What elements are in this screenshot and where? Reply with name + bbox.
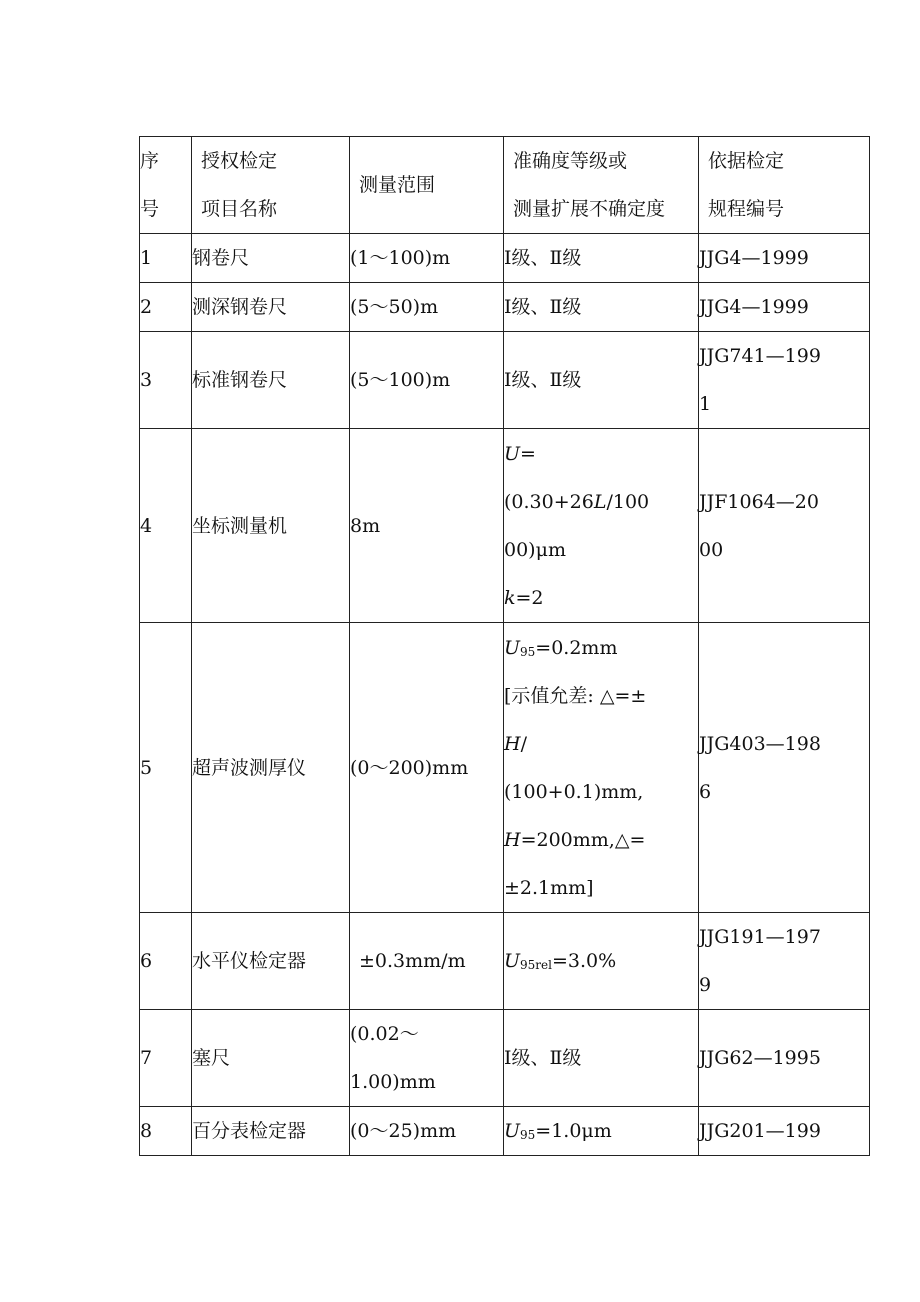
- row-item-name: 超声波测厚仪: [192, 623, 350, 913]
- table-row: [140, 913, 870, 1010]
- header-accuracy: 准确度等级或 测量扩展不确定度: [504, 137, 699, 234]
- row-range: (5～50)m: [350, 283, 504, 332]
- row-seq: 5: [140, 623, 192, 913]
- row-regulation: JJG4—1999: [699, 283, 870, 332]
- row-accuracy: U= (0.30+26L/100 00)μm k=2: [504, 429, 699, 623]
- row-regulation: JJG4—1999: [699, 234, 870, 283]
- header-seq: 序 号: [140, 137, 192, 234]
- table-row: [140, 332, 870, 429]
- row-regulation: JJG201—199: [699, 1107, 870, 1156]
- header-range: 测量范围: [350, 137, 504, 234]
- header-item-name: 授权检定 项目名称: [192, 137, 350, 234]
- row-seq: 2: [140, 283, 192, 332]
- table-header-row: [140, 137, 870, 234]
- row-range: ±0.3mm/m: [350, 913, 504, 1010]
- table-row: [140, 429, 870, 623]
- row-item-name: 钢卷尺: [192, 234, 350, 283]
- calibration-items-table: [139, 136, 870, 1156]
- row-accuracy: Ⅰ级、Ⅱ级: [504, 332, 699, 429]
- row-seq: 7: [140, 1010, 192, 1107]
- row-seq: 6: [140, 913, 192, 1010]
- row-seq: 4: [140, 429, 192, 623]
- row-item-name: 塞尺: [192, 1010, 350, 1107]
- header-regulation: 依据检定 规程编号: [699, 137, 870, 234]
- row-accuracy: Ⅰ级、Ⅱ级: [504, 283, 699, 332]
- row-range: (1～100)m: [350, 234, 504, 283]
- table-row: [140, 623, 870, 913]
- row-accuracy: $U_{95rel}=3.0\%$: [504, 913, 699, 1010]
- row-item-name: 测深钢卷尺: [192, 283, 350, 332]
- row-seq: 3: [140, 332, 192, 429]
- row-accuracy: $U_{95}=0.2mm$ [示值允差: △=± H/ (100+0.1)mm, H=200mm,△= ±2.1mm]: [504, 623, 699, 913]
- row-regulation: JJG403—198 6: [699, 623, 870, 913]
- row-seq: 1: [140, 234, 192, 283]
- row-regulation: JJG191—197 9: [699, 913, 870, 1010]
- row-range: 8m: [350, 429, 504, 623]
- table-row: [140, 234, 870, 283]
- row-regulation: JJF1064—20 00: [699, 429, 870, 623]
- row-range: (5～100)m: [350, 332, 504, 429]
- table-row: [140, 1010, 870, 1107]
- row-range: (0～200)mm: [350, 623, 504, 913]
- row-range: (0.02～ 1.00)mm: [350, 1010, 504, 1107]
- row-accuracy: Ⅰ级、Ⅱ级: [504, 1010, 699, 1107]
- row-seq: 8: [140, 1107, 192, 1156]
- row-regulation: JJG741—199 1: [699, 332, 870, 429]
- row-range: (0～25)mm: [350, 1107, 504, 1156]
- row-accuracy: Ⅰ级、Ⅱ级: [504, 234, 699, 283]
- row-item-name: 百分表检定器: [192, 1107, 350, 1156]
- row-item-name: 水平仪检定器: [192, 913, 350, 1010]
- row-item-name: 标准钢卷尺: [192, 332, 350, 429]
- row-item-name: 坐标测量机: [192, 429, 350, 623]
- table-row: [140, 283, 870, 332]
- table-row: [140, 1107, 870, 1156]
- row-regulation: JJG62—1995: [699, 1010, 870, 1107]
- row-accuracy: $U_{95}=1.0\mu m$: [504, 1107, 699, 1156]
